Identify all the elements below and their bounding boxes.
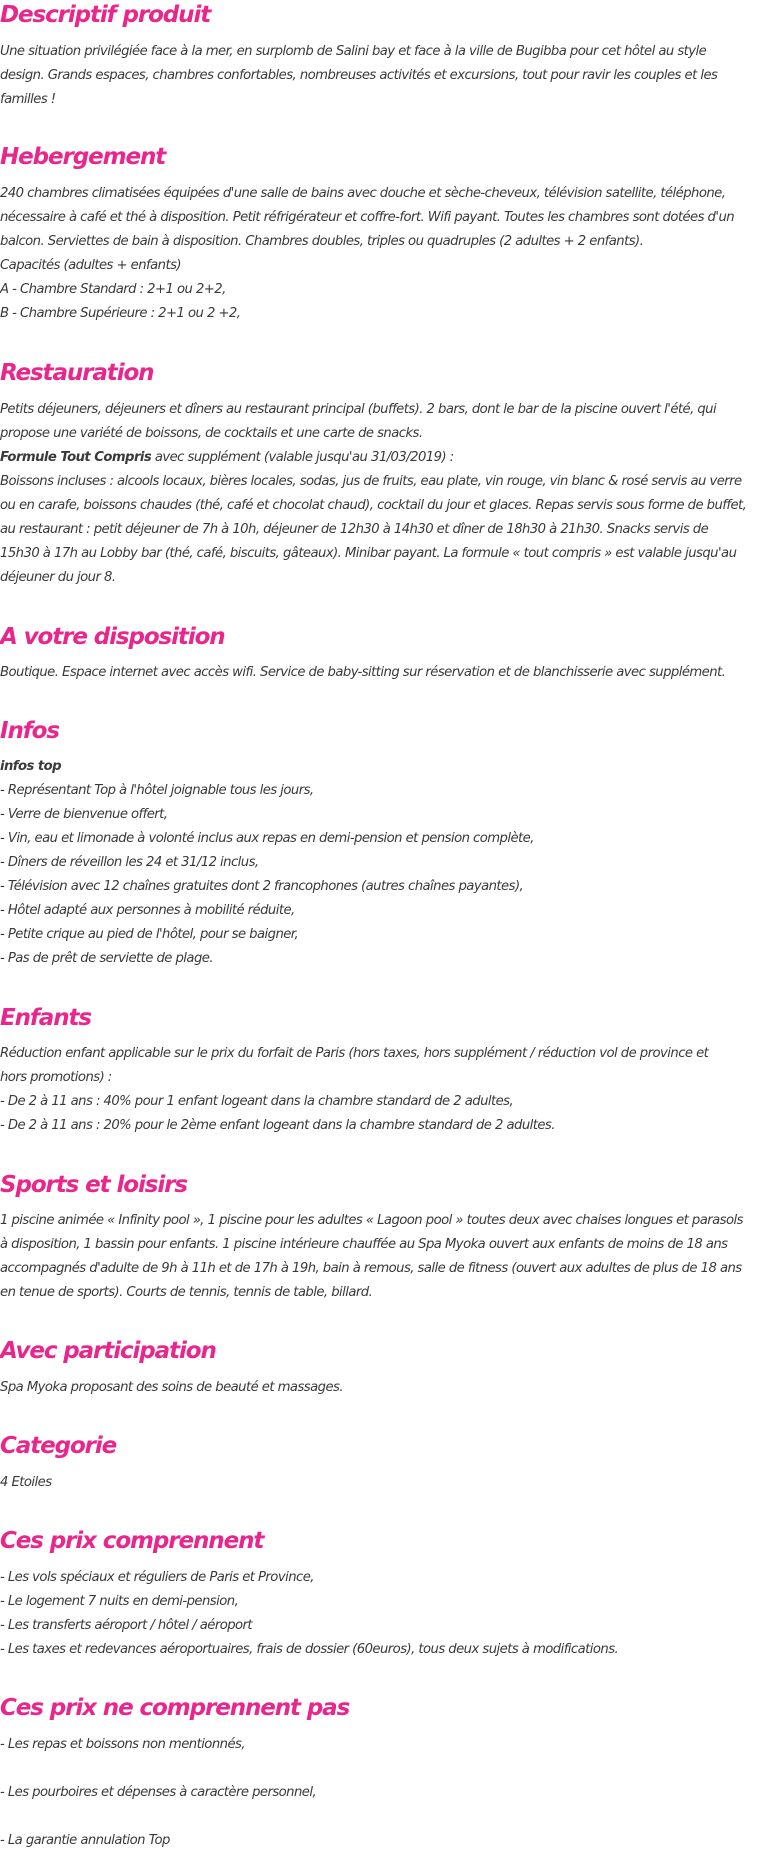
section-title-ne-comprennent: Ces prix ne comprennent pas — [0, 1695, 350, 1721]
section-body-restauration — [0, 398, 756, 590]
section-title-participation: Avec participation — [0, 1338, 216, 1364]
text-line: balcon. Serviettes de bain à disposition. Chambres doubles, triples ou quadruples (2 adultes + 2 enfants). — [0, 234, 644, 249]
text-line: B - Chambre Supérieure : 2+1 ou 2 +2, — [0, 306, 241, 321]
list-item: - Les repas et boissons non mentionnés, — [0, 1737, 245, 1752]
text-line: A - Chambre Standard : 2+1 ou 2+2, — [0, 282, 226, 297]
list-item: - Vin, eau et limonade à volonté inclus aux repas en demi-pension et pension complète, — [0, 831, 534, 846]
section-body-comprennent — [0, 1566, 756, 1662]
section-body-descriptif — [0, 40, 756, 112]
text-line: Spa Myoka proposant des soins de beauté et massages. — [0, 1380, 343, 1395]
section-body-ne-comprennent — [0, 1733, 756, 1853]
text-line: familles ! — [0, 92, 56, 107]
infos-subtitle: infos top — [0, 759, 62, 774]
section-title-hebergement: Hebergement — [0, 144, 166, 170]
text-line: accompagnés d'adulte de 9h à 11h et de 17h à 19h, bain à remous, salle de fitness (ouvert aux adultes de plus de 18 ans — [0, 1261, 742, 1276]
section-title-restauration: Restauration — [0, 360, 154, 386]
list-item: - De 2 à 11 ans : 20% pour le 2ème enfant logeant dans la chambre standard de 2 adultes. — [0, 1118, 555, 1133]
text-line: Une situation privilégiée face à la mer, en surplomb de Salini bay et face à la ville de Bugibba pour cet hôtel au style — [0, 44, 707, 59]
text-line: à disposition, 1 bassin pour enfants. 1 piscine intérieure chauffée au Spa Myoka ouvert aux enfants de moins de 18 ans — [0, 1237, 728, 1252]
text-line: en tenue de sports). Courts de tennis, tennis de table, billard. — [0, 1285, 373, 1300]
list-item: - Les transferts aéroport / hôtel / aéroport — [0, 1618, 253, 1633]
list-item: - La garantie annulation Top — [0, 1833, 170, 1848]
text-line: hors promotions) : — [0, 1070, 112, 1085]
section-title-categorie: Categorie — [0, 1433, 117, 1459]
section-title-sports: Sports et loisirs — [0, 1172, 187, 1198]
text-line: design. Grands espaces, chambres confortables, nombreuses activités et excursions, tout pour ravir les couples et les — [0, 68, 718, 83]
section-title-infos: Infos — [0, 718, 59, 744]
list-item: - Pas de prêt de serviette de plage. — [0, 951, 213, 966]
text-line: propose une variété de boissons, de cocktails et une carte de snacks. — [0, 426, 423, 441]
section-body-disposition — [0, 661, 756, 685]
section-body-infos — [0, 755, 756, 971]
section-title-disposition: A votre disposition — [0, 624, 225, 650]
section-body-sports — [0, 1209, 756, 1305]
list-item: - Les vols spéciaux et réguliers de Paris et Province, — [0, 1570, 314, 1585]
text-line: ou en carafe, boissons chaudes (thé, café et chocolat chaud), cocktail du jour et glaces. Repas servis sous forme de buffet, — [0, 498, 747, 513]
section-title-comprennent: Ces prix comprennent — [0, 1528, 264, 1554]
list-item: - Représentant Top à l'hôtel joignable tous les jours, — [0, 783, 314, 798]
text-line: Boutique. Espace internet avec accès wifi. Service de baby-sitting sur réservation et de blanchisserie avec supplément. — [0, 665, 726, 680]
list-item: - Les taxes et redevances aéroportuaires, frais de dossier (60euros), tous deux sujets à modifications. — [0, 1642, 619, 1657]
formule-line — [0, 446, 756, 470]
list-item: - De 2 à 11 ans : 40% pour 1 enfant logeant dans la chambre standard de 2 adultes, — [0, 1094, 514, 1109]
list-item: - Les pourboires et dépenses à caractère personnel, — [0, 1785, 317, 1800]
text-line: nécessaire à café et thé à disposition. Petit réfrigérateur et coffre-fort. Wifi payant. Toutes les chambres sont dotées d'un — [0, 210, 735, 225]
list-item: - Petite crique au pied de l'hôtel, pour se baigner, — [0, 927, 299, 942]
text-line: 15h30 à 17h au Lobby bar (thé, café, biscuits, gâteaux). Minibar payant. La formule « tout compris » est valable jusqu'au — [0, 546, 737, 561]
section-body-participation — [0, 1376, 756, 1400]
text-line: Réduction enfant applicable sur le prix du forfait de Paris (hors taxes, hors supplément / réduction vol de province et — [0, 1046, 709, 1061]
category-value: 4 Etoiles — [0, 1475, 52, 1490]
text-line: Petits déjeuners, déjeuners et dîners au restaurant principal (buffets). 2 bars, dont le bar de la piscine ouvert l'été, qui — [0, 402, 717, 417]
section-body-categorie — [0, 1471, 756, 1495]
text-line: Capacités (adultes + enfants) — [0, 258, 181, 273]
text-line: 1 piscine animée « Infinity pool », 1 piscine pour les adultes « Lagoon pool » toutes deux avec chaises longues et parasols — [0, 1213, 743, 1228]
section-title-descriptif: Descriptif produit — [0, 2, 211, 28]
list-item: - Hôtel adapté aux personnes à mobilité réduite, — [0, 903, 295, 918]
list-item: - Dîners de réveillon les 24 et 31/12 inclus, — [0, 855, 259, 870]
section-body-hebergement — [0, 182, 756, 326]
text-line: déjeuner du jour 8. — [0, 570, 116, 585]
text-line: au restaurant : petit déjeuner de 7h à 10h, déjeuner de 12h30 à 14h30 et dîner de 18h30 à 21h30. Snacks servis de — [0, 522, 709, 537]
formule-title: Formule Tout Compris — [0, 450, 152, 465]
text-line: Boissons incluses : alcools locaux, bières locales, sodas, jus de fruits, eau plate, vin rouge, vin blanc & rosé servis au verre — [0, 474, 742, 489]
list-item: - Verre de bienvenue offert, — [0, 807, 168, 822]
section-title-enfants: Enfants — [0, 1005, 91, 1031]
list-item: - Le logement 7 nuits en demi-pension, — [0, 1594, 239, 1609]
formule-detail: avec supplément (valable jusqu'au 31/03/2019) : — [151, 450, 454, 465]
text-line: 240 chambres climatisées équipées d'une salle de bains avec douche et sèche-cheveux, télévision satellite, téléphone, — [0, 186, 726, 201]
list-item: - Télévision avec 12 chaînes gratuites dont 2 francophones (autres chaînes payantes), — [0, 879, 524, 894]
section-body-enfants — [0, 1042, 756, 1138]
